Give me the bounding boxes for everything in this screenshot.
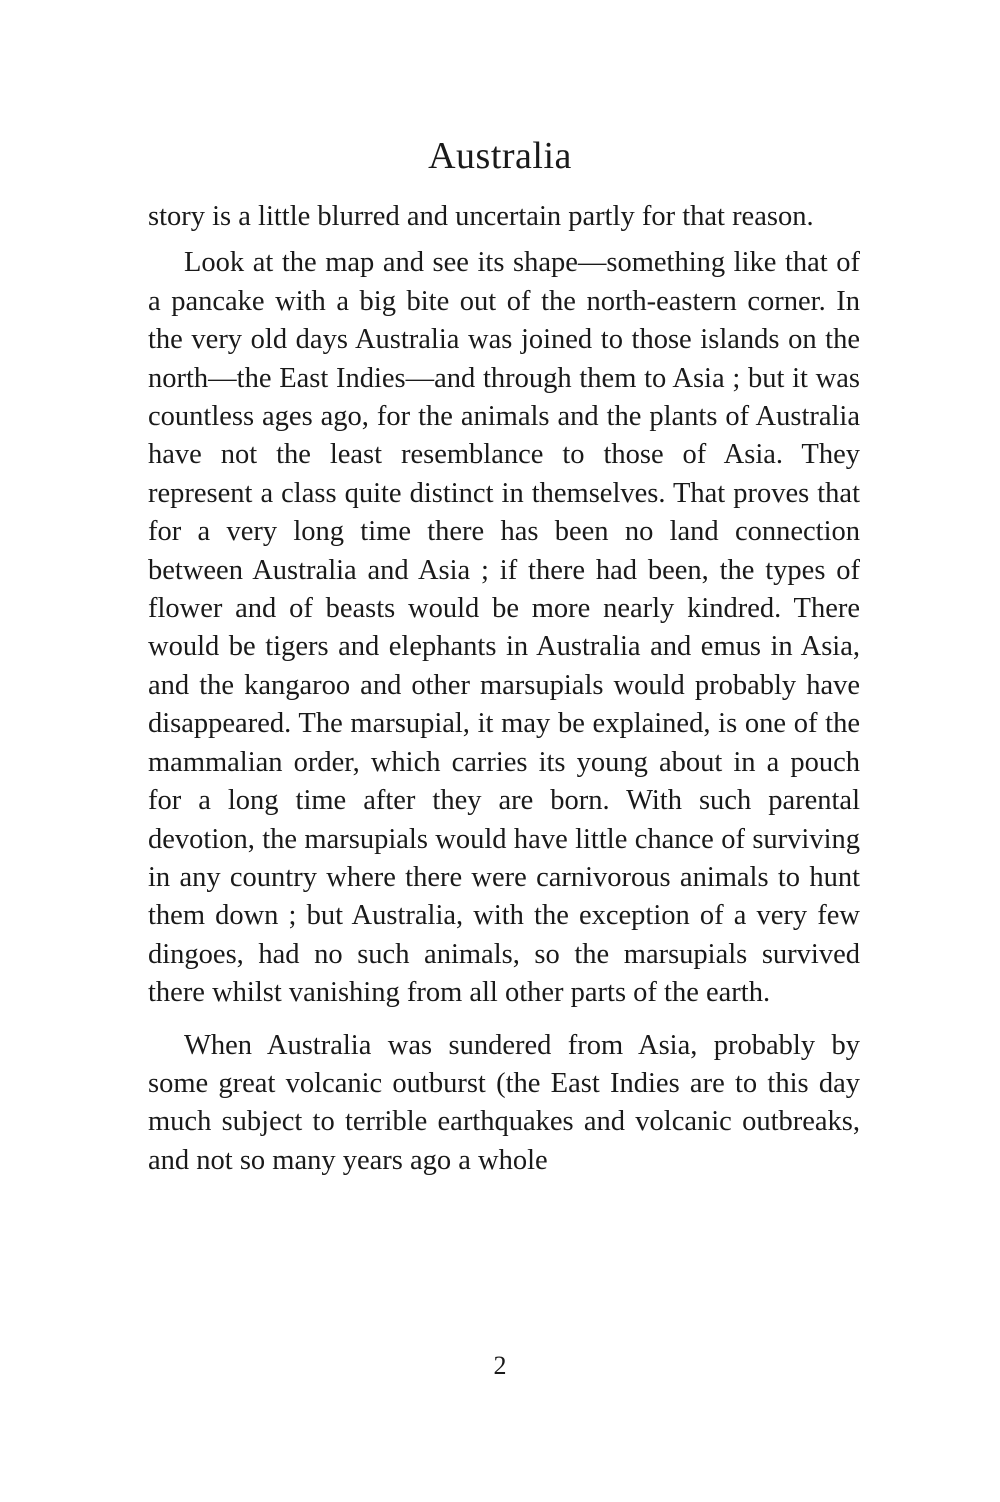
paragraph-map-shape: Look at the map and see its shape—something like that of a pancake with a big bite out of the north-eastern corner. In the very old days Australia was joined to those islands on the north—the East Indies—and through them to Asia ; but it was countless ages ago, for the animals and the plants of Australia have not the least resemblance to those of Asia. They represent a class quite distinct in themselves. That proves that for a very long time there has been no land connection between Australia and Asia ; if there had been, the types of flower and of beasts would be more nearly kindred. There would be tigers and elephants in Australia and emus in Asia, and the kangaroo and other marsupials would probably have disappeared. The marsupial, it may be explained, is one of the mammalian order, which carries its young about in a pouch for a long time after they are born. With such parental devotion, the marsupials would have little chance of surviving in any country where there were carnivorous animals to hunt them down ; but Australia, with the exception of a very few dingoes, had no such animals, so the marsupials survived there whilst vanishing from all other parts of the earth. — [148, 247, 860, 1009]
paragraph-continued: story is a little blurred and uncertain partly for that reason. — [148, 201, 814, 232]
paragraph-sundered: When Australia was sundered from Asia, probably by some great volcanic outburst (the East Indies are to this day much subject to terrible earthquakes and volcanic outbreaks, and not so many years ago a whole — [148, 1029, 860, 1176]
running-head: Australia — [428, 135, 572, 177]
page-number: 2 — [493, 1351, 507, 1380]
body-text — [148, 198, 860, 1180]
